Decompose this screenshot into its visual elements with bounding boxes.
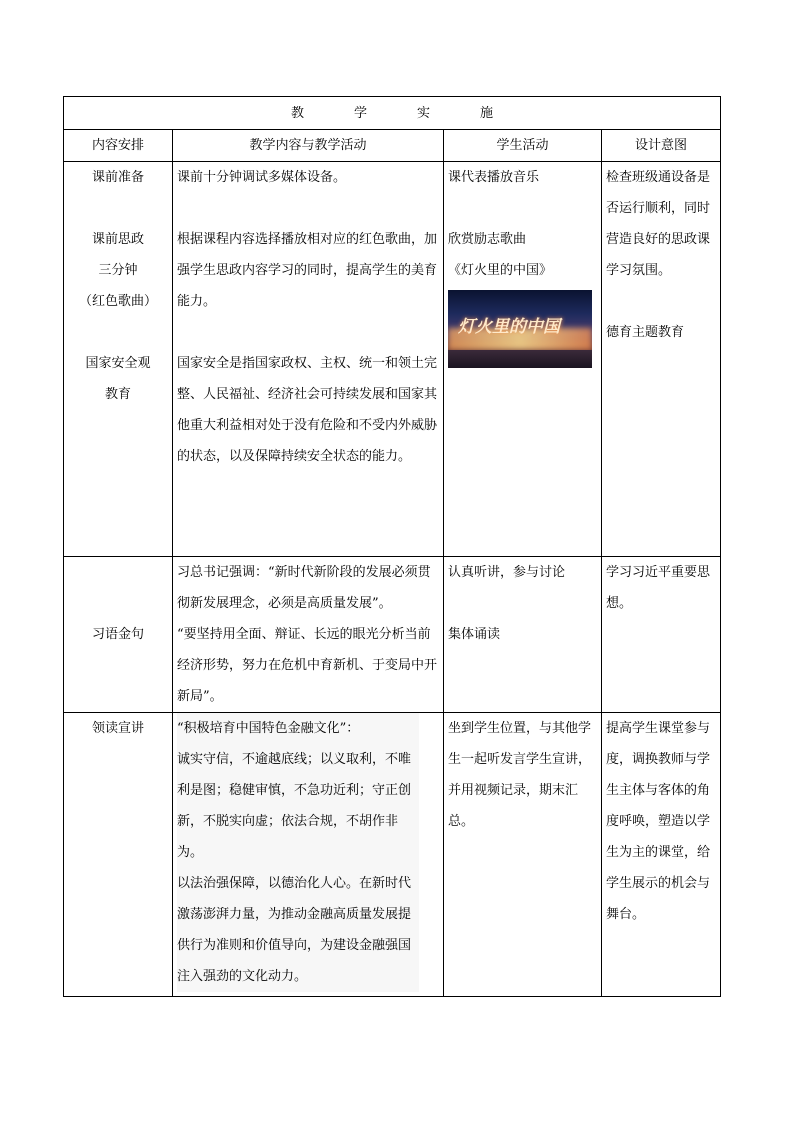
content-paragraph: 根据课程内容选择播放相对应的红色歌曲，加强学生思政内容学习的同时，提高学生的美育能力。 (177, 232, 438, 309)
teaching-content-cell (173, 557, 444, 713)
header-content-arrangement: 内容安排 (64, 130, 173, 162)
content-paragraph: 以法治强保障，以德治化人心。在新时代激荡澎湃力量，为推动金融高质量发展提供行为准则和价值导向，为建设金融强国注入强劲的文化动力。 (177, 876, 412, 984)
song-video-thumbnail (448, 290, 592, 368)
arrangement-cell (64, 557, 173, 713)
teaching-content-cell (173, 162, 444, 557)
content-paragraph: “要坚持用全面、辩证、长远的眼光分析当前经济形势，努力在危机中育新机、于变局中开新局”。 (177, 627, 438, 704)
arrangement-text: 领读宣讲 (91, 721, 144, 736)
title-char: 实 (417, 105, 431, 121)
header-student-activity: 学生活动 (444, 130, 602, 162)
table-row (64, 713, 721, 997)
student-activity-cell (444, 557, 602, 713)
title-char: 施 (480, 105, 494, 121)
arrangement-cell (64, 162, 173, 557)
activity-text: 认真听讲，参与讨论 (448, 565, 566, 580)
student-activity-cell (444, 162, 602, 557)
title-char: 学 (353, 105, 367, 121)
table-row (64, 557, 721, 713)
header-teaching-content: 教学内容与教学活动 (173, 130, 444, 162)
arrangement-text: 国家安全观 (85, 356, 151, 371)
activity-text: 《灯火里的中国》 (448, 263, 553, 278)
intent-text: 提高学生课堂参与度，调换教师与学生主体与客体的角度呼唤，塑造以学生为主的课堂，给学生展示的机会与舞台。 (606, 721, 711, 922)
design-intent-cell (602, 713, 721, 997)
design-intent-cell (602, 557, 721, 713)
arrangement-text: 习语金句 (91, 627, 144, 642)
content-paragraph: 诚实守信，不逾越底线；以义取利，不唯利是图；稳健审慎，不急功近利；守正创新，不脱实向虚；依法合规，不胡作非为。 (177, 752, 412, 860)
title-char: 教 (290, 105, 304, 121)
activity-text: 欣赏励志歌曲 (448, 232, 527, 247)
header-row (64, 130, 721, 162)
table-row (64, 162, 721, 557)
content-paragraph: 习总书记强调：“新时代新阶段的发展必须贯彻新发展理念，必须是高质量发展”。 (177, 565, 431, 611)
content-paragraph: 课前十分钟调试多媒体设备。 (177, 170, 347, 185)
teaching-implementation-table (63, 96, 721, 997)
arrangement-text: 课前思政 (91, 232, 144, 247)
student-activity-cell (444, 713, 602, 997)
design-intent-cell (602, 162, 721, 557)
intent-text: 学习习近平重要思想。 (606, 565, 711, 611)
activity-text: 集体诵读 (448, 627, 501, 642)
arrangement-text: （红色歌曲） (78, 294, 157, 309)
intent-text: 德育主题教育 (606, 325, 685, 340)
header-design-intent: 设计意图 (602, 130, 721, 162)
table-title (64, 97, 721, 130)
arrangement-cell (64, 713, 173, 997)
content-paragraph: “积极培育中国特色金融文化”： (177, 721, 360, 736)
content-paragraph: 国家安全是指国家政权、主权、统一和领土完整、人民福祉、经济社会可持续发展和国家其他重大利益相对处于没有危险和不受内外威胁的状态，以及保障持续安全状态的能力。 (177, 356, 438, 464)
arrangement-text: 三分钟 (98, 263, 138, 278)
activity-text: 坐到学生位置，与其他学生一起听发言学生宣讲，并用视频记录，期末汇总。 (448, 721, 592, 829)
activity-text: 课代表播放音乐 (448, 170, 540, 185)
thumbnail-caption: 灯火里的中国 (458, 317, 560, 337)
teaching-content-cell (173, 713, 444, 997)
arrangement-text: 教育 (104, 387, 131, 402)
arrangement-text: 课前准备 (91, 170, 144, 185)
intent-text: 检查班级通设备是否运行顺利，同时营造良好的思政课学习氛围。 (606, 170, 711, 278)
